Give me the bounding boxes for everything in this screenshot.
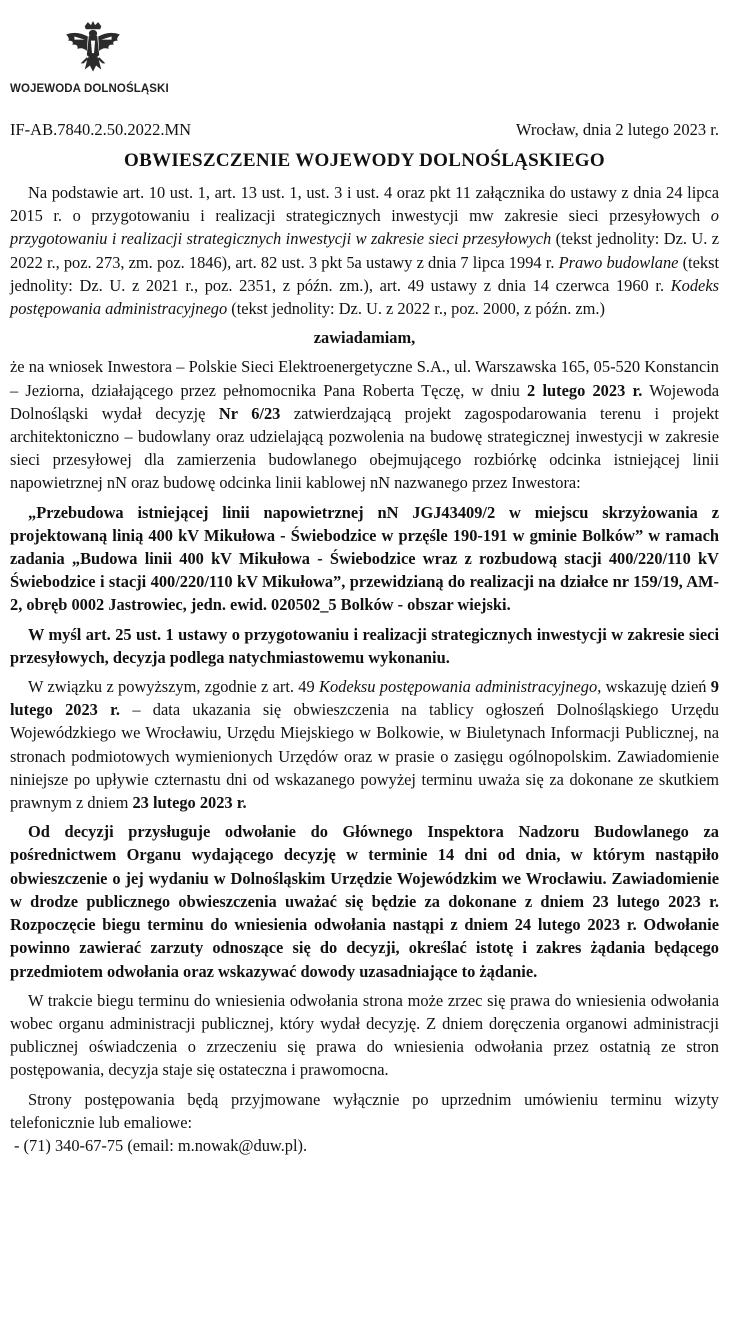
document-body (10, 181, 719, 1157)
reference-line (10, 120, 719, 140)
waiver-paragraph: W trakcie biegu terminu do wniesienia odwołania strona może zrzec się prawa do wniesienia odwołania wobec organu administracji publicznej, który wydał decyzję. Z dniem doręczenia organowi administracji publicznej oświadczenia o zrzeczeniu się prawa do wniesienia odwołania przez ostatnią ze stron postępowania, decyzja staje się ostateczna i prawomocna. (10, 990, 719, 1080)
org-name: WOJEWODA DOLNOŚLĄSKI (10, 83, 169, 95)
project-name-paragraph: „Przebudowa istniejącej linii napowietrznej nN JGJ43409/2 w miejscu skrzyżowania z projektowaną linią 400 kV Mikułowa - Świebodzice w przęśle 190-191 w gminie Bolków” w ramach zadania „Budowa linii 400 kV Mikułowa - Świebodzice wraz z rozbudową stacji 400/220/110 kV Świebodzice i stacji 400/220/110 kV Mikułowa”, przewidzianą do realizacji na działce nr 159/19, AM-2, obręb 0002 Jastrowiec, jedn. ewid. 020502_5 Bolków - obszar wiejski. (10, 502, 719, 615)
place-date: Wrocław, dnia 2 lutego 2023 r. (515, 120, 719, 139)
case-number: IF-AB.7840.2.50.2022.MN (10, 120, 192, 139)
notice-date-paragraph: W związku z powyższym, zgodnie z art. 49 Kodeksu postępowania administracyjnego, wskazuję dzień 9 lutego 2023 r. – data ukazania się obwieszczenia na tablicy ogłoszeń Dolnośląskiego Urzędu Wojewódzkiego we Wrocławiu, Urzędu Miejskiego w Bolkowie, w Biuletynach Informacji Publicznej, na stronach podmiotowych wymienionych Urzędów oraz w prasie o zasięgu ogólnopolskim. Zawiadomienie niniejsze po upływie czternastu dni od wskazanego powyżej terminu uważa się za dokonane ze skutkiem prawnym z dniem 23 lutego 2023 r. (10, 677, 719, 813)
notify-heading: zawiadamiam, (313, 328, 416, 348)
appeal-paragraph: Od decyzji przysługuje odwołanie do Głównego Inspektora Nadzoru Budowlanego za pośrednictwem Organu wydającego decyzję w terminie 14 dni od dnia, w którym nastąpiło obwieszczenie o jej wydaniu w Dolnośląskim Urzędzie Wojewódzkim we Wrocławiu. Zawiadomienie w drodze publicznego obwieszczenia uważać się będzie za dokonane z dniem 23 lutego 2023 r. Rozpoczęcie biegu terminu do wniesienia odwołania nastąpi z dniem 24 lutego 2023 r. Odwołanie powinno zawierać zarzuty odnoszące się do decyzji, określać istotę i zakres żądania będącego przedmiotem odwołania oraz wskazywać dowody uzasadniające to żądanie. (10, 822, 719, 981)
document-title: OBWIESZCZENIE WOJEWODY DOLNOŚLĄSKIEGO (124, 150, 605, 171)
decision-paragraph: że na wniosek Inwestora – Polskie Sieci Elektroenergetyczne S.A., ul. Warszawska 165, 05-520 Konstancin – Jeziorna, działającego przez pełnomocnika Pana Roberta Tęczę, w dniu 2 lutego 2023 r. Wojewoda Dolnośląski wydał decyzję Nr 6/23 zatwierdzającą projekt zagospodarowania terenu i projekt architektoniczno – budowlany oraz udzielającą pozwolenia na budowę strategicznej inwestycji w zakresie sieci przesyłowej dla zamierzenia budowlanego obejmującego rozbiórkę odcinka istniejącej linii napowietrznej nN oraz budowę odcinka linii kablowej nN nazwanego przez Inwestora: (10, 357, 719, 493)
document-page (10, 0, 720, 1155)
letterhead (10, 0, 719, 112)
polish-eagle-emblem-icon (62, 20, 124, 82)
immediate-execution-paragraph: W myśl art. 25 ust. 1 ustawy o przygotowaniu i realizacji strategicznych inwestycji w zakresie sieci przesyłowych, decyzja podlega natychmiastowemu wykonaniu. (10, 624, 719, 667)
contact-line: - (71) 340-67-75 (email: m.nowak@duw.pl). (14, 1135, 308, 1155)
legal-basis-paragraph: Na podstawie art. 10 ust. 1, art. 13 ust. 1, ust. 3 i ust. 4 oraz pkt 11 załącznika do ustawy z dnia 24 lipca 2015 r. o przygotowaniu i realizacji strategicznych inwestycji mw zakresie sieci przesyłowych o przygotowaniu i realizacji strategicznych inwestycji w zakresie sieci przesyłowych (tekst jednolity: Dz. U. z 2022 r., poz. 273, zm. poz. 1846), art. 82 ust. 3 pkt 5a ustawy z dnia 7 lipca 1994 r. Prawo budowlane (tekst jednolity: Dz. U. z 2021 r., poz. 2351, z późn. zm.), art. 49 ustawy z dnia 14 czerwca 1960 r. Kodeks postępowania administracyjnego (tekst jednolity: Dz. U. z 2022 r., poz. 2000, z późn. zm.) (10, 183, 720, 319)
appointments-paragraph: Strony postępowania będą przyjmowane wyłącznie po uprzednim umówieniu terminu wizyty telefonicznie lub emaliowe: (10, 1089, 719, 1132)
